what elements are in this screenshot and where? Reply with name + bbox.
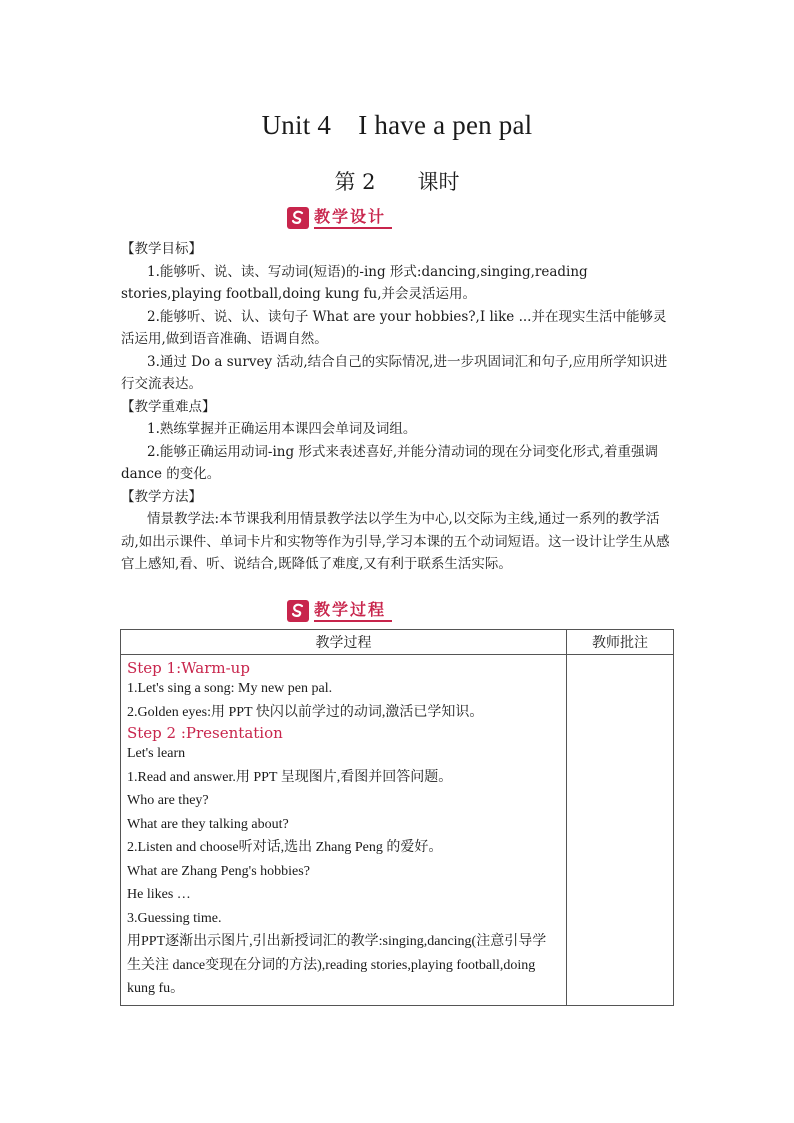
process-line: What are Zhang Peng's hobbies? bbox=[127, 863, 310, 879]
process-line: What are they talking about? bbox=[127, 816, 289, 832]
methods-text: 情景教学法:本节课我利用情景教学法以学生为中心,以交际为主线,通过一系列的教学活动,如出示课件、单词卡片和实物等作为引导,学习本课的五个动词短语。这一设计让学生从感官上感知,看、听、说结合,既降低了难度,又有利于联系生活实际。 bbox=[121, 511, 670, 572]
objectives-heading: 【教学目标】 bbox=[121, 241, 202, 257]
process-line: Let's learn bbox=[127, 746, 186, 761]
design-banner bbox=[287, 206, 411, 230]
objective-item: 2.能够听、说、认、读句子 What are your hobbies?,I like ...并在现实生活中能够灵活运用,做到语音准确、语调自然。 bbox=[121, 308, 667, 347]
process-cell bbox=[121, 655, 567, 1006]
lesson-title: Unit 4 I have a pen pal bbox=[261, 110, 533, 140]
design-banner-label: 教学设计 bbox=[314, 207, 392, 229]
process-line: 1.Read and answer.用 PPT 呈现图片,看图并回答问题。 bbox=[127, 769, 453, 785]
swirl-logo-icon bbox=[287, 600, 309, 622]
process-line: 用PPT逐渐出示图片,引出新授词汇的教学:singing,dancing(注意引导学生关注 dance变现在分词的方法),reading stories,playing football,doing kung fu。 bbox=[127, 934, 547, 996]
process-line: 2.Golden eyes:用 PPT 快闪以前学过的动词,激活已学知识。 bbox=[127, 704, 484, 720]
process-banner-label: 教学过程 bbox=[314, 600, 392, 622]
swirl-logo-icon bbox=[287, 207, 309, 229]
methods-heading: 【教学方法】 bbox=[121, 488, 202, 505]
objective-item: 1.能够听、说、读、写动词(短语)的-ing 形式:dancing,singing,reading stories,playing football,doing kung fu,并会灵活运用。 bbox=[121, 263, 588, 302]
teacher-notes-cell bbox=[567, 655, 674, 1006]
key-point-item: 2.能够正确运用动词-ing 形式来表述喜好,并能分清动词的现在分词变化形式,着重强调 dance 的变化。 bbox=[121, 443, 658, 482]
step-heading: Step 2 :Presentation bbox=[127, 724, 283, 742]
lesson-design-section bbox=[121, 238, 677, 576]
process-banner bbox=[287, 599, 411, 623]
process-line: 3.Guessing time. bbox=[127, 910, 222, 926]
table-row bbox=[121, 655, 674, 1006]
process-line: 2.Listen and choose听对话,选出 Zhang Peng 的爱好。 bbox=[127, 840, 443, 855]
process-table bbox=[120, 629, 674, 1006]
lesson-period: 第 2 课时 bbox=[334, 170, 460, 194]
process-line: He likes … bbox=[127, 887, 191, 902]
table-header-row bbox=[121, 630, 674, 655]
process-line: Who are they? bbox=[127, 793, 209, 808]
key-point-item: 1.熟练掌握并正确运用本课四会单词及词组。 bbox=[147, 421, 417, 437]
step-heading: Step 1:Warm-up bbox=[127, 659, 250, 677]
key-points-heading: 【教学重难点】 bbox=[121, 398, 216, 415]
process-line: 1.Let's sing a song: My new pen pal. bbox=[127, 681, 333, 696]
column-header-process: 教学过程 bbox=[121, 630, 567, 655]
column-header-notes: 教师批注 bbox=[567, 630, 674, 655]
objective-item: 3.通过 Do a survey 活动,结合自己的实际情况,进一步巩固词汇和句子,应用所学知识进行交流表达。 bbox=[121, 353, 668, 392]
